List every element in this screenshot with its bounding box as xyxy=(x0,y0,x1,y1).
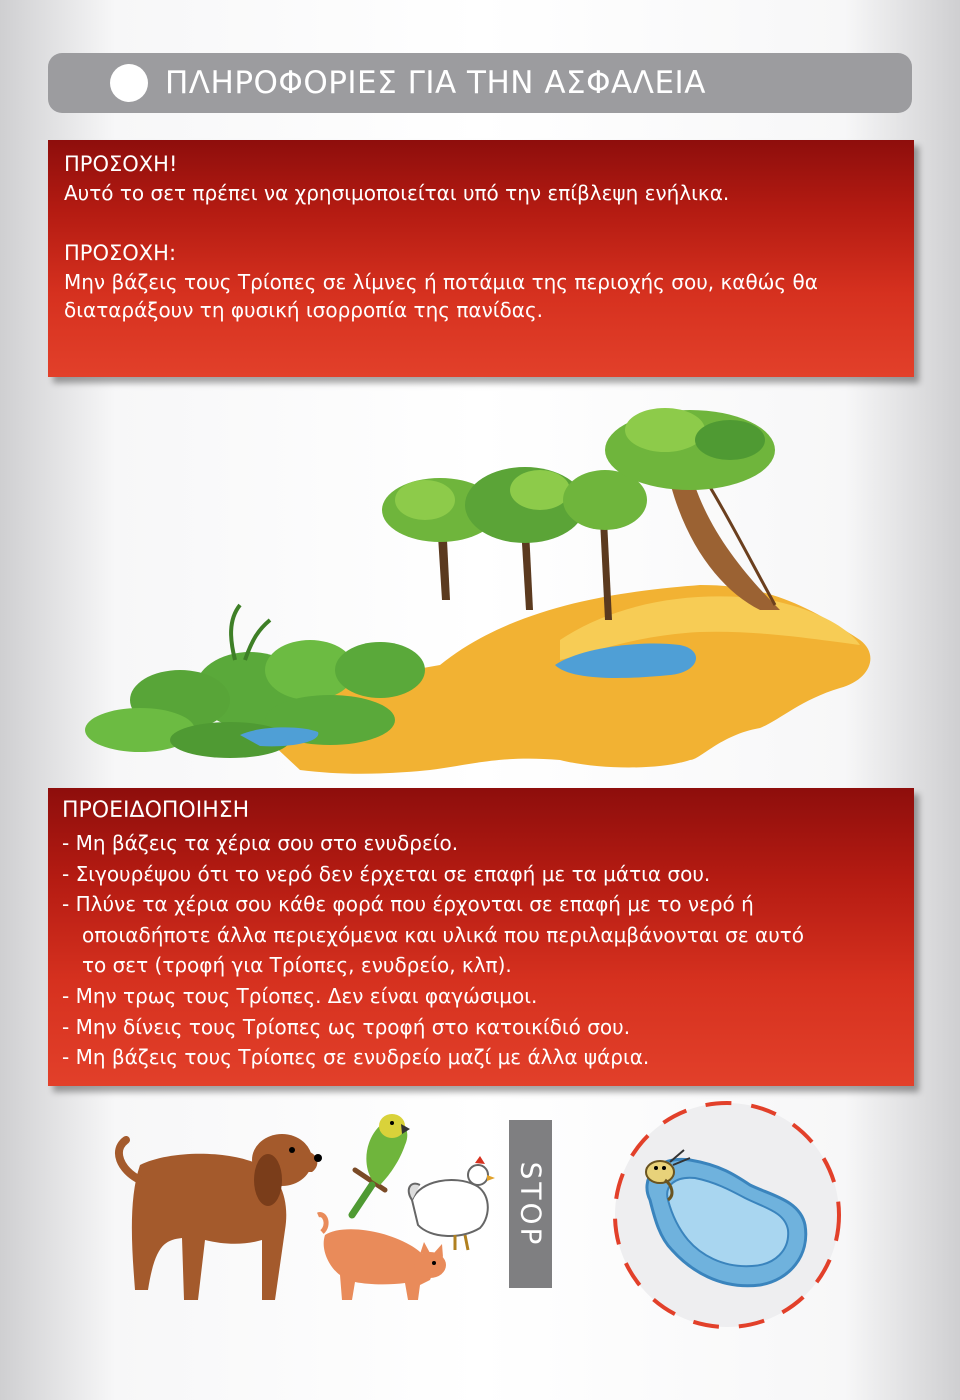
section-title: ΠΛΗΡΟΦΟΡΙΕΣ ΓΙΑ ΤΗΝ ΑΣΦΑΛΕΙΑ xyxy=(165,65,706,101)
warning-item-continuation: το σετ (τροφή για Τρίοπες, ενυδρείο, κλπ). xyxy=(82,953,512,978)
warning-item: - Μην τρως τους Τρίοπες. Δεν είναι φαγώσιμοι. xyxy=(62,983,538,1008)
parrot-icon xyxy=(352,1114,410,1215)
warning-item-continuation: οποιαδήποτε άλλα περιεχόμενα και υλικά που περιλαμβάνονται σε αυτό xyxy=(82,922,805,947)
caution-heading-1: ΠΡΟΣΟΧΗ! xyxy=(64,152,178,176)
dog-icon xyxy=(119,1134,322,1300)
caution-heading-2: ΠΡΟΣΟΧΗ: xyxy=(64,241,177,265)
cat-icon xyxy=(318,1215,446,1300)
warning-item: - Μη βάζεις τα χέρια σου στο ενυδρείο. xyxy=(62,831,459,855)
warning-item: - Σιγουρέψου ότι το νερό δεν έρχεται σε επαφή με τα μάτια σου. xyxy=(62,861,711,886)
warning-heading: ΠΡΟΕΙΔΟΠΟΙΗΣΗ xyxy=(62,798,250,823)
aquarium-icon xyxy=(647,1159,806,1285)
warning-item: - Μη βάζεις τους Τρίοπες σε ενυδρείο μαζί με άλλα ψάρια. xyxy=(62,1045,650,1070)
chicken-icon xyxy=(409,1156,495,1250)
stop-tag xyxy=(509,1120,552,1288)
caution-text-2-line-2: διαταράξουν τη φυσική ισορροπία της πανίδας. xyxy=(64,298,544,322)
section-header xyxy=(48,53,912,113)
caution-text-2-line-1: Μην βάζεις τους Τρίοπες σε λίμνες ή ποτάμια της περιοχής σου, καθώς θα xyxy=(64,270,818,294)
caution-box xyxy=(48,140,914,377)
warning-box xyxy=(48,788,914,1086)
stop-label: STOP xyxy=(514,1161,547,1247)
triops-icon xyxy=(646,1150,690,1200)
caution-text-1: Αυτό το σετ πρέπει να χρησιμοποιείται υπό την επίβλεψη ενήλικα. xyxy=(64,181,730,205)
dashed-warning-circle xyxy=(615,1103,839,1327)
white-circle-icon xyxy=(110,64,148,102)
warning-item: - Πλύνε τα χέρια σου κάθε φορά που έρχονται σε επαφή με το νερό ή xyxy=(62,892,754,917)
warning-item: - Μην δίνεις τους Τρίοπες ως τροφή στο κατοικίδιό σου. xyxy=(62,1014,631,1039)
